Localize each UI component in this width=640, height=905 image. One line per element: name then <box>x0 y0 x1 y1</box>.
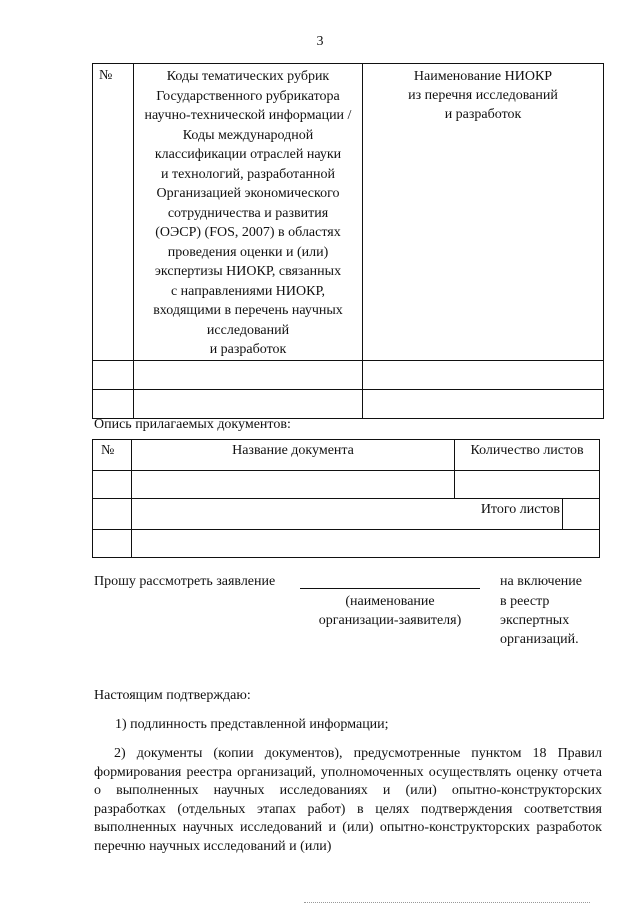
table-cell <box>93 360 134 389</box>
page-number: 3 <box>316 34 324 49</box>
table-cell <box>93 499 132 530</box>
table-row <box>93 471 600 499</box>
table-cell <box>132 471 455 499</box>
sheets-count-header: Количество листов <box>455 440 600 471</box>
table-cell <box>134 360 363 389</box>
codes-header-line: Коды тематических рубрик <box>166 69 330 84</box>
confirm-item-2 <box>94 745 602 856</box>
table-row <box>93 530 600 558</box>
table-cell <box>363 360 604 389</box>
table-header-row <box>93 440 600 471</box>
table-cell <box>455 471 600 499</box>
table-cell <box>93 471 132 499</box>
confirm-item-1: 1) подлинность представленной информации; <box>115 717 389 732</box>
codes-header-line: исследований <box>206 322 290 338</box>
documents-inventory-table <box>92 439 600 558</box>
codes-header-line: научно-технической информации / <box>144 108 352 123</box>
table-cell <box>363 389 604 418</box>
codes-header-line: Государственного рубрикатора <box>156 88 340 104</box>
request-purpose: на включение <box>500 574 582 589</box>
table-header-row <box>93 64 604 361</box>
codes-header-line: классификации отраслей науки <box>154 147 342 162</box>
total-sheets-label: Итого листов <box>132 499 563 530</box>
confirm-item-2-text: 2) документы (копии документов), предусмотренные пунктом 18 Правил формирования реестра организаций, уполномоченных осуществлять оценку отчета о выполненных научных исследованиях и (или) опытно-конструкторских разработках (отдельных этапах работ) в целях подтверждения соответствия выполненных научных исследований и (или) опытно-конструкторских разработок перечню научных исследований и (или) <box>94 746 602 854</box>
number-header: № <box>93 440 132 471</box>
applicant-name-hint: (наименование <box>345 594 435 609</box>
research-name-header <box>363 64 604 361</box>
research-codes-table <box>92 63 604 419</box>
codes-header-line: Коды международной <box>182 127 314 143</box>
request-purpose: экспертных <box>500 613 570 628</box>
table-cell <box>93 389 134 418</box>
codes-header-line: экспертизы НИОКР, связанных <box>154 264 342 279</box>
table-cell <box>132 530 600 558</box>
request-purpose: в реестр <box>500 594 550 609</box>
codes-header-line: Организацией экономического <box>156 186 340 201</box>
table-cell <box>134 389 363 418</box>
codes-header-line: входящими в перечень научных <box>153 303 343 318</box>
confirm-title: Настоящим подтверждаю: <box>94 688 251 703</box>
name-header-line: Наименование НИОКР <box>413 69 553 84</box>
codes-header-line: проведения оценки и (или) <box>167 244 329 260</box>
applicant-name-line <box>300 588 480 589</box>
inventory-title: Опись прилагаемых документов: <box>94 417 291 432</box>
codes-header <box>134 64 363 361</box>
table-row <box>93 389 604 418</box>
codes-header-line: (ОЭСР) (FOS, 2007) в областях <box>155 225 341 240</box>
document-name-header: Название документа <box>132 440 455 471</box>
number-header: № <box>93 64 134 361</box>
request-purpose: организаций. <box>500 632 579 647</box>
applicant-name-hint: организации-заявителя) <box>318 613 462 628</box>
total-sheets-value <box>563 499 600 530</box>
codes-header-line: и технологий, разработанной <box>160 166 336 182</box>
table-row <box>93 360 604 389</box>
total-row <box>93 499 600 530</box>
codes-header-line: и разработок <box>209 342 287 357</box>
name-header-line: из перечня исследований <box>408 88 558 103</box>
codes-header-line: сотрудничества и развития <box>167 205 329 221</box>
request-text: Прошу рассмотреть заявление <box>94 574 276 589</box>
table-cell <box>93 530 132 558</box>
codes-header-line: с направлениями НИОКР, <box>170 283 326 299</box>
name-header-line: и разработок <box>444 107 522 122</box>
signature-stamp-line <box>304 902 590 903</box>
